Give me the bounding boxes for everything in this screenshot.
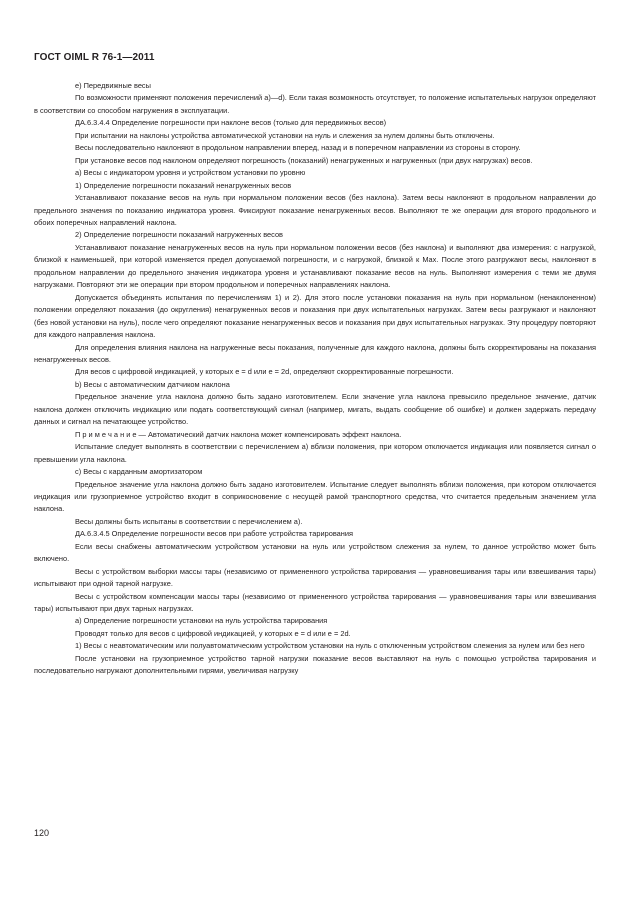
paragraph: a) Определение погрешности установки на нуль устройства тарирования (75, 616, 328, 626)
paragraph: Весы с устройством компенсации массы тары (независимо от примененного устройства тарирования — уравновешивания тары или взвешивания тары) испытывают при двух тарных нагрузках. (34, 591, 596, 614)
paragraph: При установке весов под наклоном определяют погрешность (показаний) ненагруженных и нагруженных (при двух нагрузках) весов. (75, 155, 533, 165)
paragraph: ДА.6.3.4.4 Определение погрешности при наклоне весов (только для передвижных весов) (75, 118, 387, 128)
paragraph: e) Передвижные весы (75, 81, 151, 90)
paragraph: Допускается объединять испытания по перечислениям 1) и 2). Для этого после установки показания на нуль при нормальном (ненаклоненном) положении определяют показания (до округления) ненагруженных весов и показания при двух испытательных нагрузках. Затем весы разгружают и наклоняют (без новой установки на нуль), после чего определяют показание ненагруженных весов и показания при двух испытательных нагрузках. Эту процедуру повторяют для каждого направления наклона. (34, 292, 596, 340)
document-body (34, 80, 596, 678)
paragraph: 1) Весы с неавтоматическим или полуавтоматическим устройством установки на нуль с отключенным устройством слежения за нулем или без него (75, 641, 585, 651)
paragraph: b) Весы с автоматическим датчиком наклона (75, 379, 230, 389)
paragraph: Устанавливают показание ненагруженных весов на нуль при нормальном положении весов (без наклона) и выполняют два измерения: с нагрузкой, близкой к наименьшей, при которой изменяется предел допускаемой погрешности, и с нагрузкой, близкой к Max. После этого разгружают весы, наклоняют в продольном направлении до предельного значения индикатора уровня и устанавливают показание весов на нуль. Выполняют измерения с теми же двумя нагрузками. Повторяют эти же операции при втором продольном и поперечных направлениях наклона. (34, 242, 596, 290)
note-paragraph: П р и м е ч а н и е — Автоматический датчик наклона может компенсировать эффект наклона. (75, 429, 402, 439)
paragraph: При испытании на наклоны устройства автоматической установки на нуль и слежения за нулем должны быть отключены. (75, 130, 495, 140)
paragraph: Если весы снабжены автоматическим устройством установки на нуль или устройством слежения за нулем, то данное устройство может быть включено. (34, 541, 596, 564)
page-number: 120 (34, 828, 50, 838)
paragraph: Весы последовательно наклоняют в продольном направлении вперед, назад и в поперечном направлении из стороны в сторону. (75, 143, 521, 153)
paragraph: Испытание следует выполнять в соответствии с перечислением а) вблизи положения, при котором отключается индикация или появляется сигнал о превышении угла наклона. (34, 442, 596, 464)
paragraph: Проводят только для весов с цифровой индикацией, у которых e = d или e = 2d. (75, 628, 351, 638)
paragraph: Для весов с цифровой индикацией, у которых e = d или e = 2d, определяют скорректированные погрешности. (75, 367, 454, 377)
paragraph: Весы должны быть испытаны в соответствии с перечислением а). (75, 516, 303, 526)
paragraph: a) Весы с индикатором уровня и устройством установки по уровню (75, 168, 306, 178)
paragraph: ДА.6.3.4.5 Определение погрешности весов при работе устройства тарирования (75, 529, 353, 539)
document-header: ГОСТ OIML R 76-1—2011 (34, 52, 155, 63)
paragraph: После установки на грузоприемное устройство тарной нагрузки показание весов выставляют на нуль с помощью устройства тарирования и последовательно нагружают дополнительными гирями, увеличивая нагрузку (34, 653, 596, 676)
paragraph: 1) Определение погрешности показаний ненагруженных весов (75, 180, 292, 190)
paragraph: Предельное значение угла наклона должно быть задано изготовителем. Если значение угла наклона превысило предельное значение, датчик наклона должен отключить индикацию или подать соответствующий сигнал (например, мигать, выдать сообщение об ошибке) и должен задержать передачу данных и сигнал на печатающее устройство. (34, 392, 596, 427)
paragraph: 2) Определение погрешности показаний нагруженных весов (75, 230, 283, 240)
paragraph: Для определения влияния наклона на нагруженные весы показания, полученные для каждого наклона, должны быть скорректированы на показания ненагруженных весов. (34, 342, 596, 364)
paragraph: Весы с устройством выборки массы тары (независимо от примененного устройства тарирования — уравновешивания тары или взвешивания тары) испытывают при одной тарной нагрузке. (34, 566, 596, 589)
paragraph: По возможности применяют положения перечислений a)—d). Если такая возможность отсутствует, то положение испытательных нагрузок определяют в соответствии со способом нагружения в эксплуатации. (34, 93, 596, 115)
paragraph: Устанавливают показание весов на нуль при нормальном положении весов (без наклона). Затем весы наклоняют в продольном направлении до предельного значения по показанию индикатора уровня. Фиксируют показание ненагруженных весов. Выполняют те же операции для второго продольного и обоих поперечных направлений наклона. (34, 193, 596, 227)
paragraph: c) Весы с карданным амортизатором (75, 467, 203, 477)
paragraph: Предельное значение угла наклона должно быть задано изготовителем. Испытание следует выполнять вблизи положения, при котором отключается индикация или грузоприемное устройство входит в соприкосновение с несущей рамой транспортного средства, что считается предельным значением угла наклона. (34, 479, 596, 514)
